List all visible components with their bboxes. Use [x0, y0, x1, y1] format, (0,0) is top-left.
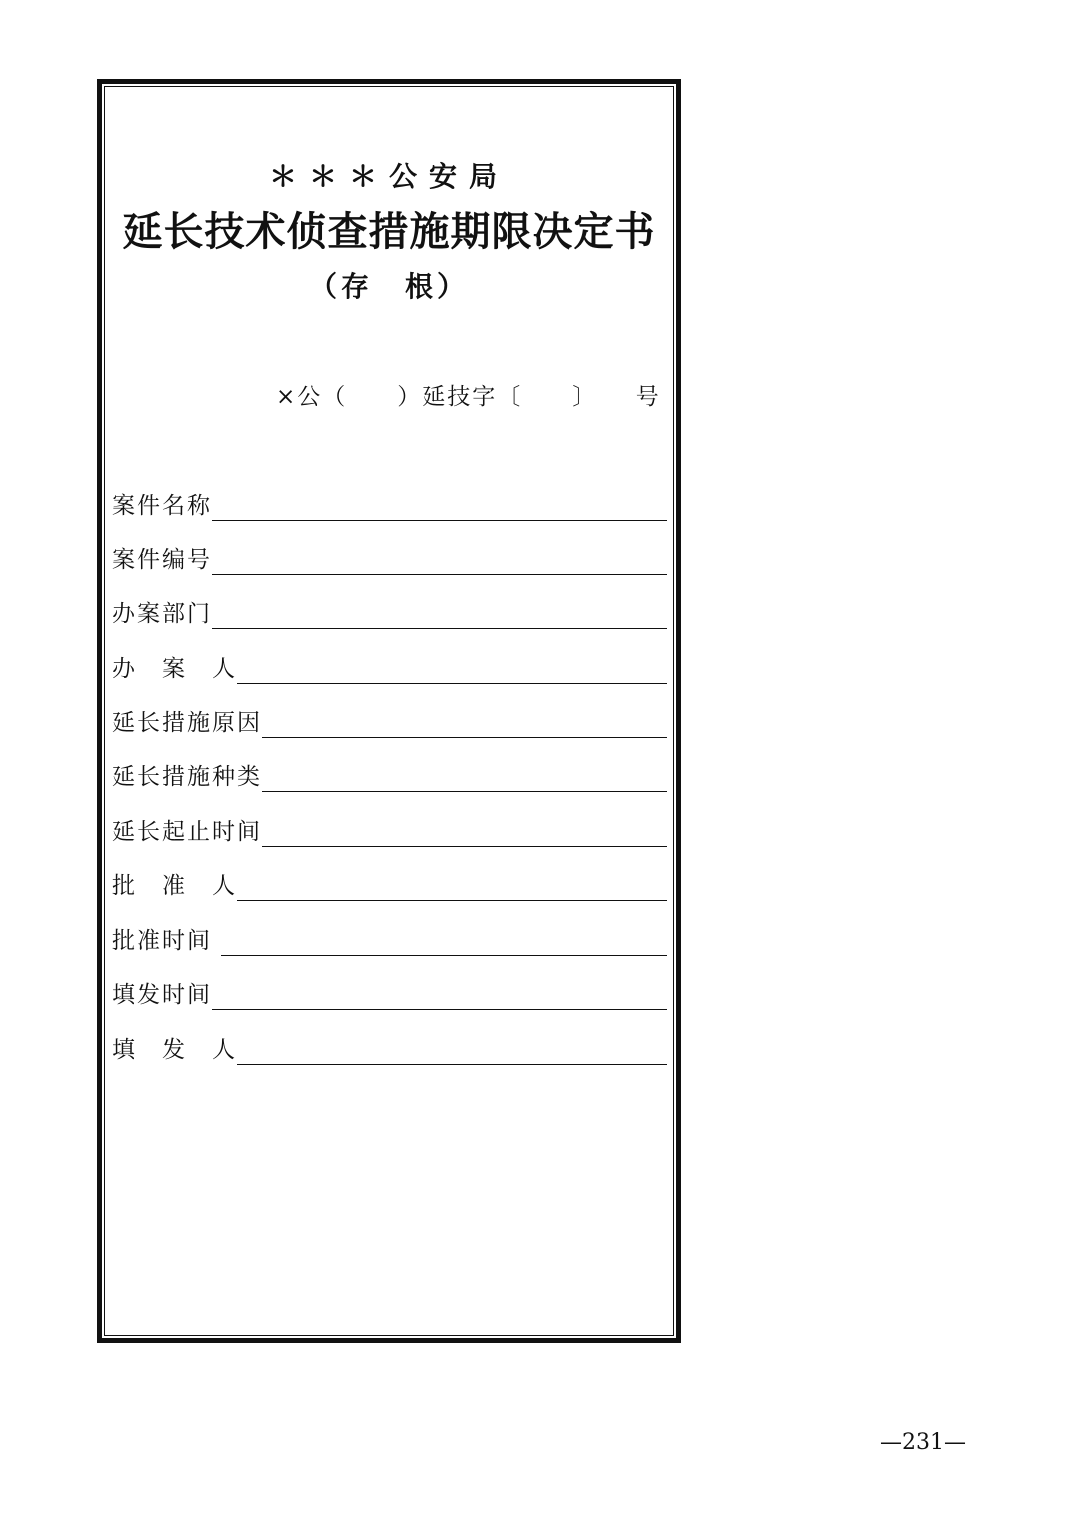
fill-in-line[interactable]: [237, 900, 667, 901]
field-label: 批准时间: [112, 928, 222, 954]
field-label: 办案部门: [112, 601, 212, 627]
fill-in-line[interactable]: [212, 1009, 667, 1010]
field-case-number[interactable]: [112, 539, 667, 575]
field-label: 填发时间: [112, 982, 212, 1008]
fill-in-line[interactable]: [237, 683, 667, 684]
field-case-handler[interactable]: [112, 648, 667, 684]
fill-in-line[interactable]: [262, 737, 667, 738]
fill-in-line[interactable]: [212, 628, 667, 629]
field-measure-type[interactable]: [112, 756, 667, 792]
document-number-line: ×公（ ）延技字〔 〕 号: [276, 384, 661, 410]
field-issue-time[interactable]: [112, 974, 667, 1010]
field-label: 案件名称: [112, 493, 212, 519]
stub-label: （存 根）: [308, 270, 469, 303]
field-handling-department[interactable]: [112, 593, 667, 629]
fill-in-line[interactable]: [212, 520, 667, 521]
fill-in-line[interactable]: [237, 1064, 667, 1065]
field-case-name[interactable]: [112, 485, 667, 521]
field-label: 延长起止时间: [112, 819, 262, 845]
field-label: 延长措施原因: [112, 710, 262, 736]
fill-in-line[interactable]: [221, 955, 667, 956]
document-title: 延长技术侦查措施期限决定书: [122, 208, 656, 255]
field-label: 办 案 人: [112, 656, 237, 682]
field-extension-reason[interactable]: [112, 702, 667, 738]
page-number: —231—: [880, 1430, 966, 1455]
field-approval-time[interactable]: [112, 920, 667, 956]
fill-in-line[interactable]: [212, 574, 667, 575]
issuing-authority: ＊＊＊公安局: [268, 160, 509, 193]
field-approver[interactable]: [112, 865, 667, 901]
field-issuer[interactable]: [112, 1029, 667, 1065]
field-label: 填 发 人: [112, 1037, 237, 1063]
field-extension-period[interactable]: [112, 811, 667, 847]
fill-in-line[interactable]: [262, 791, 667, 792]
fill-in-line[interactable]: [262, 846, 667, 847]
field-label: 案件编号: [112, 547, 212, 573]
field-label: 批 准 人: [112, 873, 237, 899]
field-label: 延长措施种类: [112, 764, 262, 790]
